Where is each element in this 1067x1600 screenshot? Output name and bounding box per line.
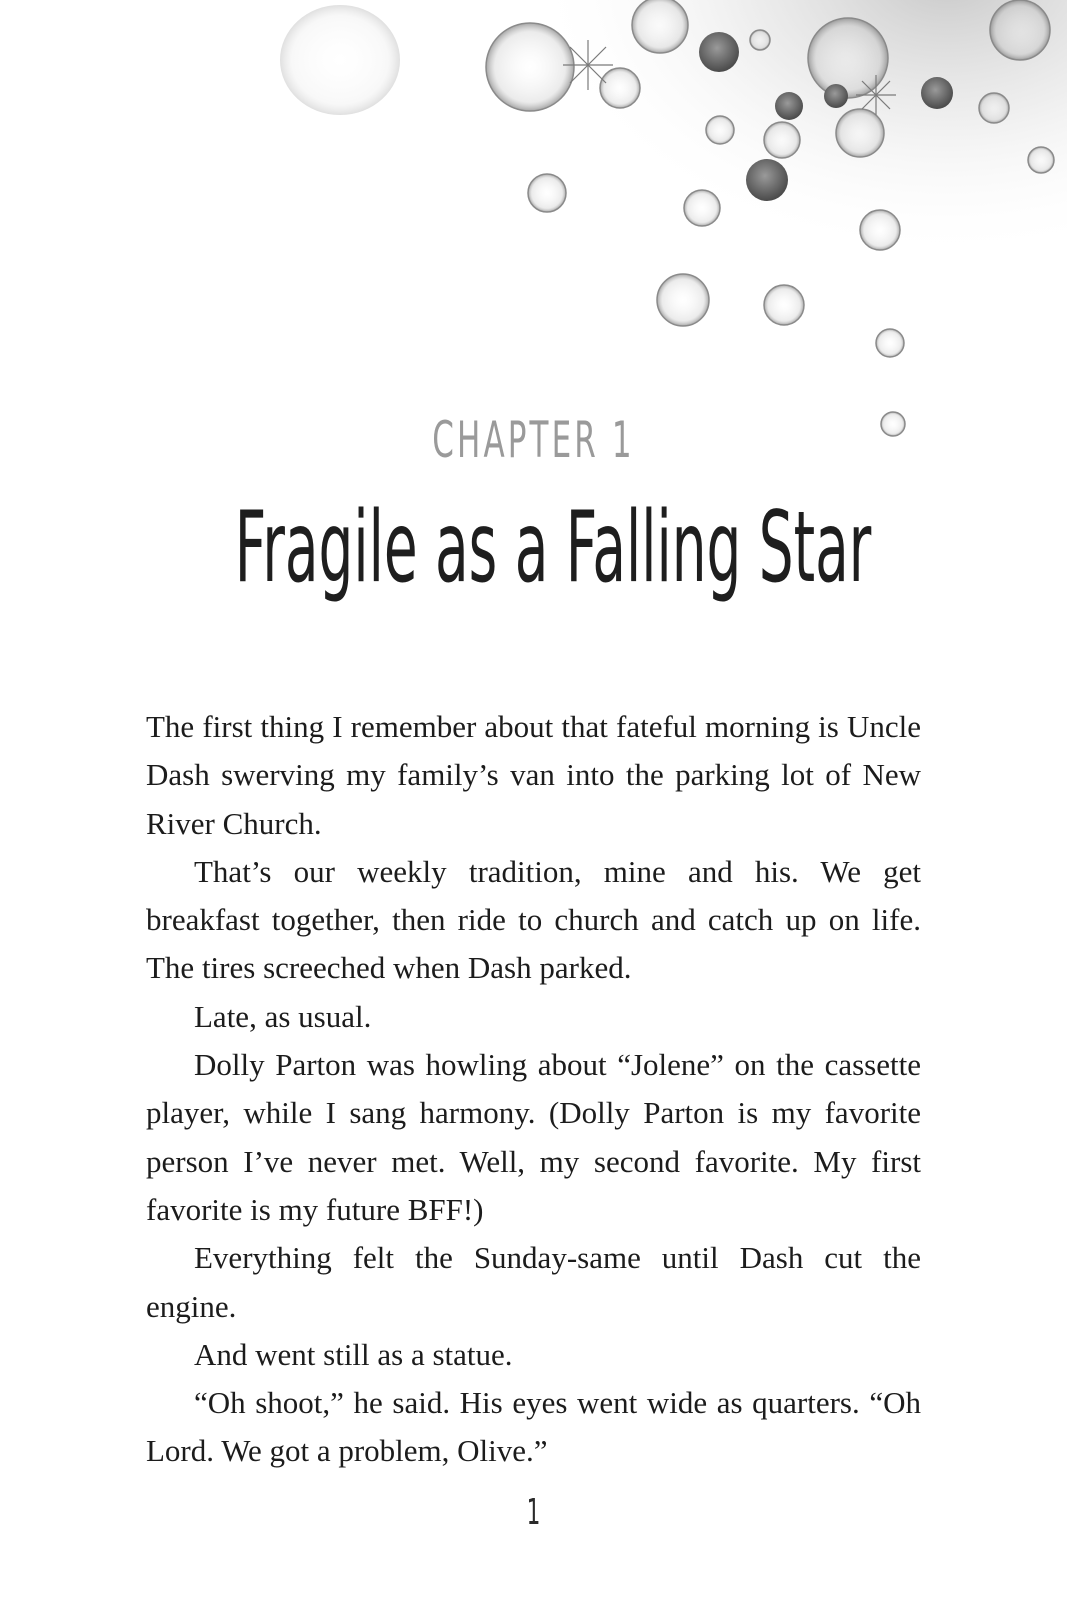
paragraph: And went still as a statue. [194, 1336, 513, 1372]
paragraph: That’s our weekly tradition, mine and his. We get breakfast together, then ride to church and catch up on life. The tires screeched when Dash parked. [146, 853, 921, 986]
paragraph: Everything felt the Sunday-same until Dash cut the engine. [146, 1240, 921, 1324]
page-number: 1 [526, 1492, 541, 1533]
paragraph: The first thing I remember about that fateful morning is Uncle Dash swerving my family’s van into the parking lot of New River Church. [146, 709, 921, 841]
paragraph: “Oh shoot,” he said. His eyes went wide as quarters. “Oh Lord. We got a problem, Olive.” [146, 1385, 921, 1469]
paragraph: Dolly Parton was howling about “Jolene” on the cassette player, while I sang harmony. (Dolly Parton is my favorite person I’ve never met. Well, my second favorite. My first favorite is my future BFF!) [146, 1047, 921, 1227]
chapter-body [146, 703, 921, 1476]
paragraph: Late, as usual. [194, 998, 372, 1034]
chapter-title: Fragile as a Falling Star [234, 491, 872, 605]
chapter-label: CHAPTER 1 [432, 411, 635, 469]
bubbles-sparkles-icon [0, 0, 1067, 460]
